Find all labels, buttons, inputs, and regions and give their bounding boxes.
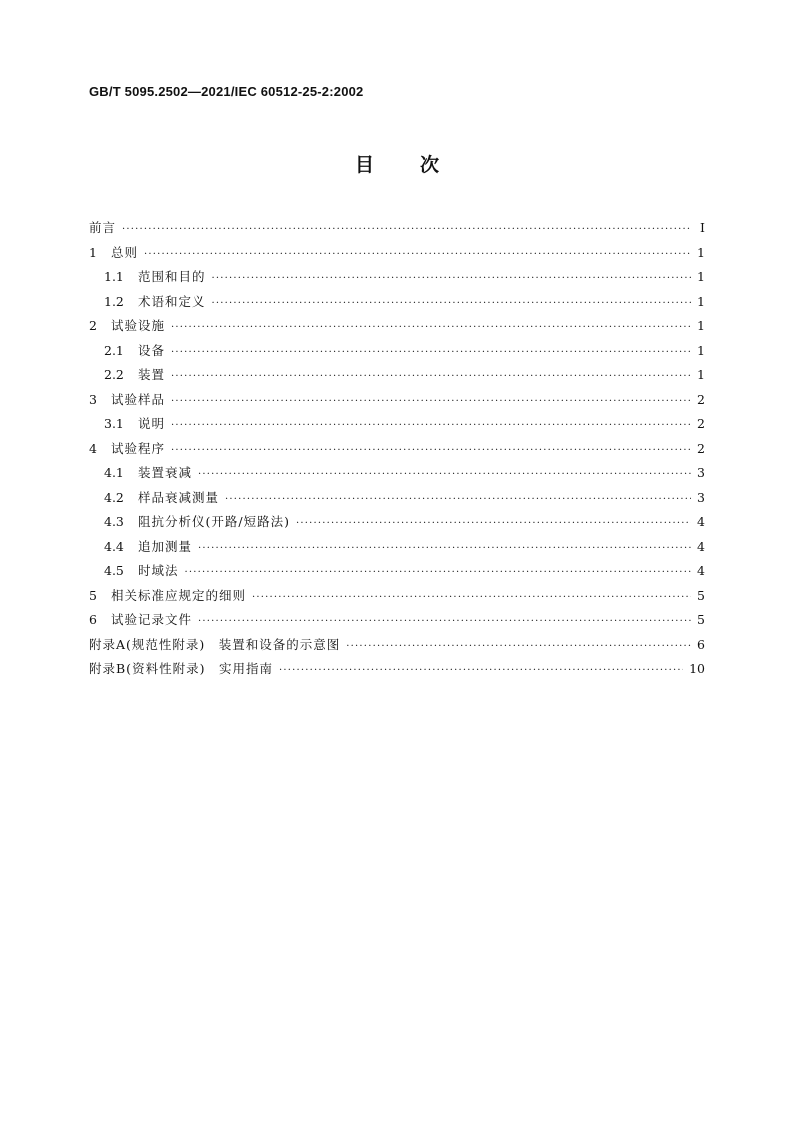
toc-leader-dots xyxy=(279,659,683,684)
toc-entry-label: 装置衰减 xyxy=(138,465,193,480)
toc-entry-label: 附录B(资料性附录) 实用指南 xyxy=(89,661,273,676)
toc-leader-dots xyxy=(212,267,691,292)
toc-entry-6[interactable] xyxy=(89,608,705,633)
toc-entry-label: 相关标准应规定的细则 xyxy=(111,587,247,603)
toc-entry-2-1[interactable] xyxy=(89,339,705,364)
toc-entry-number: 4.1 xyxy=(104,465,124,480)
toc-entry-label: 设备 xyxy=(138,342,166,358)
toc-entry-4-4[interactable] xyxy=(89,535,705,560)
toc-leader-dots xyxy=(144,243,691,268)
toc-entry-label: 试验设施 xyxy=(111,318,166,333)
toc-leader-dots xyxy=(171,439,691,464)
toc-entry-page: 3 xyxy=(697,465,705,480)
toc-entry-label: 附录A(规范性附录) 装置和设备的示意图 xyxy=(89,636,341,652)
toc-entry-label: 范围和目的 xyxy=(138,269,206,284)
toc-entry-annex-b[interactable] xyxy=(89,657,705,682)
toc-entry-label: 前言 xyxy=(89,220,117,235)
toc-leader-dots xyxy=(198,463,691,488)
toc-entry-2[interactable] xyxy=(89,314,705,339)
toc-entry-1-2[interactable] xyxy=(89,290,705,315)
toc-entry-page: 4 xyxy=(697,514,705,529)
toc-entry-4-3[interactable] xyxy=(89,510,705,535)
toc-entry-page: 2 xyxy=(697,416,705,431)
toc-entry-page: 1 xyxy=(697,318,705,333)
toc-entry-page: 1 xyxy=(697,367,705,382)
toc-entry-number: 1.1 xyxy=(104,269,124,284)
toc-leader-dots xyxy=(171,316,691,341)
title-part-2: 次 xyxy=(420,154,440,176)
toc-entry-label: 装置 xyxy=(138,367,166,382)
toc-entry-number: 4.2 xyxy=(104,489,124,505)
toc-entry-4-1[interactable] xyxy=(89,461,705,486)
toc-entry-page: Ⅰ xyxy=(700,220,705,235)
toc-entry-number: 1 xyxy=(89,244,97,260)
toc-entry-number: 6 xyxy=(89,612,97,627)
toc-entry-label: 时域法 xyxy=(138,563,179,578)
toc-entry-page: 10 xyxy=(689,661,705,676)
toc-entry-4-2[interactable] xyxy=(89,486,705,511)
toc-entry-label: 总则 xyxy=(111,244,139,260)
toc-entry-number: 1.2 xyxy=(104,293,124,309)
toc-entry-number: 4.5 xyxy=(104,563,124,578)
toc-entry-label: 试验程序 xyxy=(111,440,166,456)
toc-entry-label: 试验记录文件 xyxy=(111,612,193,627)
toc-entry-page: 2 xyxy=(697,391,705,407)
toc-entry-page: 2 xyxy=(697,440,705,456)
toc-leader-dots xyxy=(122,218,691,243)
toc-leader-dots xyxy=(198,537,691,562)
toc-entry-page: 5 xyxy=(697,587,705,603)
toc-entry-1[interactable] xyxy=(89,241,705,266)
toc-entry-number: 3.1 xyxy=(104,416,124,431)
toc-entry-2-2[interactable] xyxy=(89,363,705,388)
toc-entry-page: 1 xyxy=(697,269,705,284)
toc-entry-1-1[interactable] xyxy=(89,265,705,290)
toc-entry-label: 术语和定义 xyxy=(138,293,206,309)
toc-leader-dots xyxy=(252,586,691,611)
toc-entry-number: 4.4 xyxy=(104,538,124,554)
toc-entry-page: 6 xyxy=(697,636,705,652)
toc-leader-dots xyxy=(171,365,691,390)
title-part-1: 目 xyxy=(354,154,374,176)
toc-leader-dots xyxy=(225,488,691,513)
toc-entry-page: 4 xyxy=(697,538,705,554)
toc-entry-page: 3 xyxy=(697,489,705,505)
toc-entry-page: 4 xyxy=(697,563,705,578)
toc-entry-label: 说明 xyxy=(138,416,166,431)
toc-entry-number: 2.2 xyxy=(104,367,124,382)
toc-entry-page: 1 xyxy=(697,342,705,358)
toc-entry-foreword[interactable] xyxy=(89,216,705,241)
toc-entry-number: 5 xyxy=(89,587,97,603)
toc-leader-dots xyxy=(198,610,691,635)
toc-leader-dots xyxy=(346,635,691,660)
toc-leader-dots xyxy=(185,561,691,586)
toc-entry-4-5[interactable] xyxy=(89,559,705,584)
toc-leader-dots xyxy=(212,292,691,317)
toc-entry-number: 3 xyxy=(89,391,97,407)
toc-entry-page: 5 xyxy=(697,612,705,627)
toc-entry-label: 试验样品 xyxy=(111,391,166,407)
toc-entry-label: 追加测量 xyxy=(138,538,193,554)
toc-entry-3[interactable] xyxy=(89,388,705,413)
toc-entry-3-1[interactable] xyxy=(89,412,705,437)
toc-entry-label: 样品衰减测量 xyxy=(138,489,220,505)
toc-leader-dots xyxy=(171,341,691,366)
toc-entry-page: 1 xyxy=(697,244,705,260)
toc-entry-number: 2.1 xyxy=(104,342,124,358)
document-code-header: GB/T 5095.2502—2021/IEC 60512-25-2:2002 xyxy=(89,84,364,99)
toc-entry-label: 阻抗分析仪(开路/短路法) xyxy=(138,514,290,529)
toc-entry-5[interactable] xyxy=(89,584,705,609)
toc-leader-dots xyxy=(171,414,691,439)
toc-entry-number: 4.3 xyxy=(104,514,124,529)
toc-leader-dots xyxy=(171,390,691,415)
toc-entry-number: 4 xyxy=(89,440,97,456)
toc-entry-page: 1 xyxy=(697,293,705,309)
toc-entry-annex-a[interactable] xyxy=(89,633,705,658)
toc-entry-4[interactable] xyxy=(89,437,705,462)
page-title xyxy=(0,150,794,177)
toc-entry-number: 2 xyxy=(89,318,97,333)
toc-leader-dots xyxy=(296,512,691,537)
table-of-contents xyxy=(89,216,705,682)
